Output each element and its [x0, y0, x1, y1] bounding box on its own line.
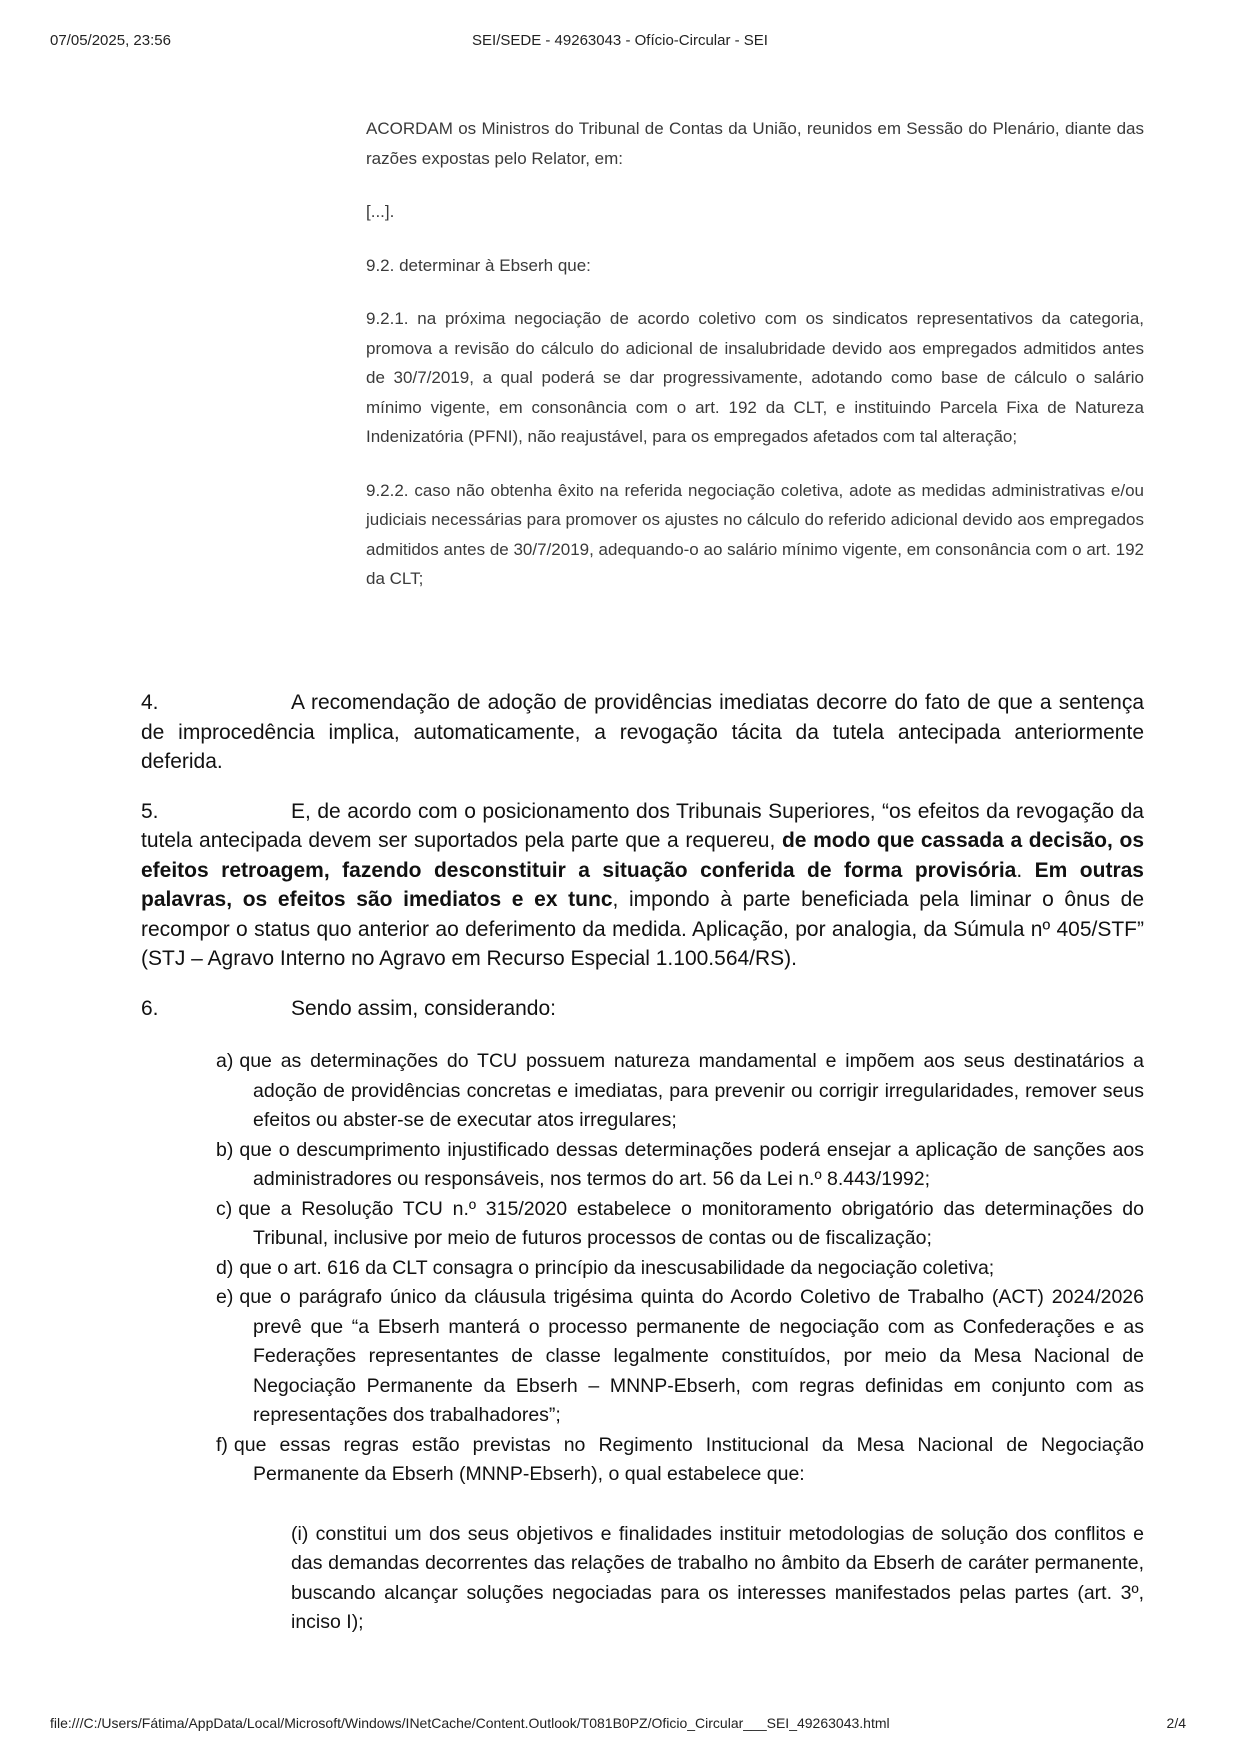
- paragraph-number: 6.: [141, 996, 159, 1020]
- tcu-quote-block: [366, 114, 1144, 618]
- paragraph-5: [141, 797, 1144, 974]
- list-item-text: que o parágrafo único da cláusula trigésima quinta do Acordo Coletivo de Trabalho (ACT) 2024/2026 prevê que “a Ebserh manterá o processo permanente de negociação com as Confederações e as Federações representantes de classe legalmente constituídos, por meio da Mesa Nacional de Negociação Permanente da Ebserh – MNNP-Ebserh, com regras definidas em conjunto com as representações dos trabalhadores”;: [239, 1286, 1144, 1426]
- quote-paragraph: ACORDAM os Ministros do Tribunal de Contas da União, reunidos em Sessão do Plenário, diante das razões expostas pelo Relator, em:: [366, 119, 1144, 168]
- paragraph-4: [141, 688, 1144, 777]
- list-item: [216, 1254, 1144, 1284]
- quote-paragraph: [...].: [366, 202, 395, 221]
- bold-text: de modo que cassada a decisão, os efeitos retroagem, fazendo desconstituir a situação conferida de forma provisória: [141, 829, 1144, 882]
- list-item-text: que a Resolução TCU n.º 315/2020 estabelece o monitoramento obrigatório das determinações do Tribunal, inclusive por meio de futuros processos de contas ou de fiscalização;: [238, 1197, 1144, 1249]
- paragraph-text: , impondo à parte beneficiada pela liminar o ônus de recompor o status quo anterior ao deferimento da medida. Aplicação, por analogia, da Súmula nº 405/STF” (STJ – Agravo Interno no Agravo em Recurso Especial 1.100.564/RS).: [141, 888, 1144, 970]
- list-item: [216, 1047, 1144, 1136]
- paragraph-text: A recomendação de adoção de providências imediatas decorre do fato de que a sentença de improcedência implica, automaticamente, a revogação tácita da tutela antecipada anteriormente deferida.: [141, 691, 1144, 773]
- paragraph-number: 5.: [141, 799, 159, 823]
- list-item-text: que o art. 616 da CLT consagra o princípio da inescusabilidade da negociação coletiva;: [239, 1256, 995, 1279]
- paragraph-6: [141, 994, 1144, 1024]
- list-item-label: a): [216, 1050, 234, 1072]
- paragraph-text: E, de acordo com o posicionamento dos Tribunais Superiores, “os efeitos da revogação da tutela antecipada devem ser suportados pela parte que a requereu,: [141, 799, 1144, 852]
- print-title: SEI/SEDE - 49263043 - Ofício-Circular - SEI: [472, 32, 768, 49]
- considerations-list: [141, 1047, 1144, 1490]
- document-body: [141, 688, 1144, 1638]
- print-datetime: 07/05/2025, 23:56: [50, 32, 171, 49]
- list-item-text: que essas regras estão previstas no Regimento Institucional da Mesa Nacional de Negociação Permanente da Ebserh (MNNP-Ebserh), o qual estabelece que:: [233, 1433, 1144, 1485]
- list-item: [216, 1283, 1144, 1431]
- sub-item: (i) constitui um dos seus objetivos e finalidades instituir metodologias de solução dos conflitos e das demandas decorrentes das relações de trabalho no âmbito da Ebserh de caráter permanente, buscando alcançar soluções negociadas para os interesses manifestados pelas partes (art. 3º, inciso I);: [291, 1522, 1144, 1633]
- list-item-text: que o descumprimento injustificado dessas determinações poderá ensejar a aplicação de sanções aos administradores ou responsáveis, nos termos do art. 56 da Lei n.º 8.443/1992;: [239, 1138, 1144, 1190]
- print-file-path: file:///C:/Users/Fátima/AppData/Local/Microsoft/Windows/INetCache/Content.Outlook/T081B0PZ/Oficio_Circular___SEI_49263043.html: [50, 1715, 890, 1731]
- list-item-label: b): [216, 1138, 234, 1161]
- bold-text: Em outras palavras, os efeitos são imediatos e ex tunc: [141, 858, 1144, 911]
- list-item: [216, 1431, 1144, 1490]
- list-item: [216, 1195, 1144, 1254]
- paragraph-number: 4.: [141, 691, 159, 714]
- quote-paragraph: 9.2.2. caso não obtenha êxito na referida negociação coletiva, adote as medidas administrativas e/ou judiciais necessárias para promover os ajustes no cálculo do referido adicional devido aos empregados admitidos antes de 30/7/2019, adequando-o ao salário mínimo vigente, em consonância com o art. 192 da CLT;: [366, 480, 1144, 588]
- list-item-label: e): [216, 1286, 234, 1308]
- paragraph-text: Sendo assim, considerando:: [291, 996, 556, 1020]
- list-item: [216, 1136, 1144, 1195]
- list-item-text: que as determinações do TCU possuem natureza mandamental e impõem aos seus destinatários a adoção de providências concretas e imediatas, para prevenir ou corrigir irregularidades, remover seus efeitos ou abster-se de executar atos irregulares;: [239, 1050, 1144, 1131]
- quote-paragraph: 9.2. determinar à Ebserh que:: [366, 255, 591, 275]
- quote-paragraph: 9.2.1. na próxima negociação de acordo coletivo com os sindicatos representativos da categoria, promova a revisão do cálculo do adicional de insalubridade devido aos empregados admitidos antes de 30/7/2019, a qual poderá se dar progressivamente, adotando como base de cálculo o salário mínimo vigente, em consonância com o art. 192 da CLT, e instituindo Parcela Fixa de Natureza Indenizatória (PFNI), não reajustável, para os empregados afetados com tal alteração;: [366, 309, 1144, 446]
- page-number: 2/4: [1166, 1715, 1186, 1731]
- list-item-label: f): [216, 1433, 228, 1456]
- list-item-label: c): [216, 1197, 233, 1220]
- paragraph-text: .: [1016, 858, 1035, 882]
- list-item-label: d): [216, 1256, 234, 1279]
